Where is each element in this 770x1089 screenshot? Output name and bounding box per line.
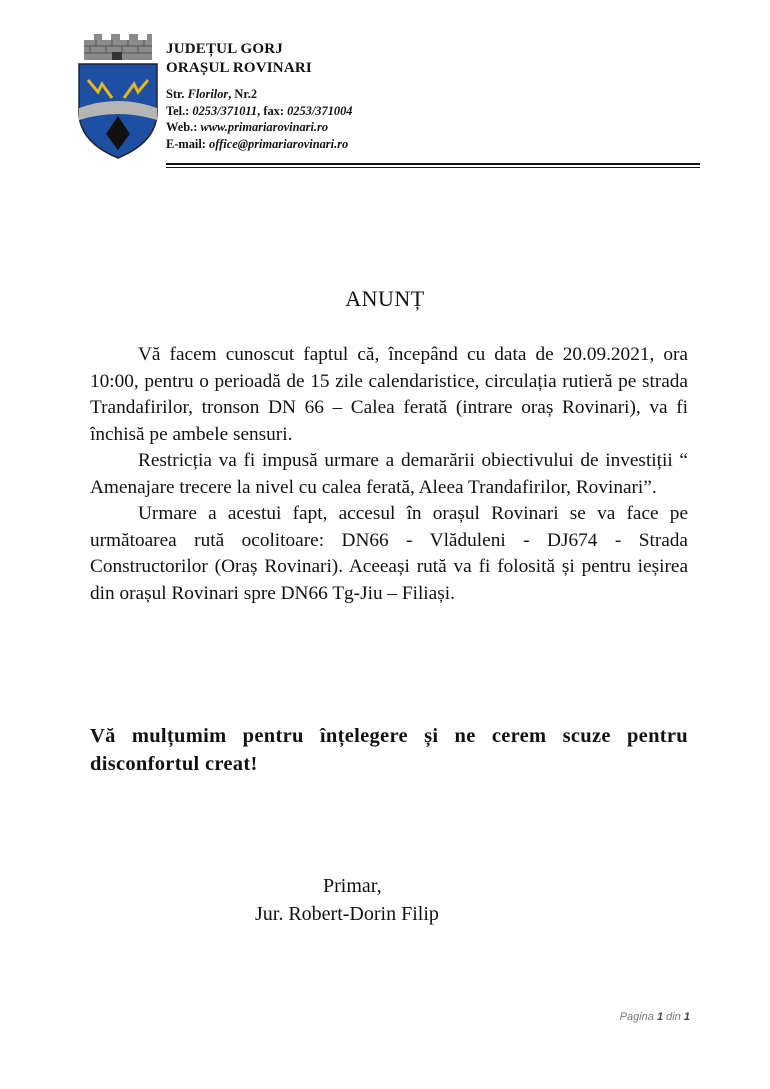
web-line bbox=[166, 119, 352, 136]
fax-value: 0253/371004 bbox=[287, 103, 353, 118]
web-link[interactable]: www.primariarovinari.ro bbox=[200, 120, 329, 135]
address-line bbox=[166, 86, 352, 103]
town-name: ORAȘUL ROVINARI bbox=[166, 60, 312, 76]
fax-label: , fax: bbox=[257, 103, 284, 118]
page-label: Pagina bbox=[619, 1011, 654, 1023]
coat-of-arms-icon bbox=[76, 32, 160, 160]
paragraph-3: Urmare a acestui fapt, accesul în orașul Rovinari se va face pe următoarea rută ocolitoare: DN66 - Vlăduleni - DJ674 - Strada Constructorilor (Oraș Rovinari). Aceeași rută va fi folosită și pentru ieșirea din orașul Rovinari spre DN66 Tg-Jiu – Filiași. bbox=[90, 503, 688, 604]
email-link[interactable]: office@primariarovinari.ro bbox=[209, 136, 349, 151]
county-name: JUDEȚUL GORJ bbox=[166, 41, 284, 57]
closing-statement: Vă mulțumim pentru înțelegere și ne cerem scuze pentru disconfortul creat! bbox=[90, 725, 688, 775]
document-title: ANUNȚ bbox=[345, 286, 425, 311]
signature-title: Primar, bbox=[323, 875, 382, 897]
address-number: , Nr.2 bbox=[228, 87, 258, 101]
paragraph-2: Restricția va fi impusă urmare a demarării obiectivului de investiții “ Amenajare trecere la nivel cu calea ferată, Aleea Trandafirilor, Rovinari”. bbox=[90, 450, 688, 498]
page-indicator bbox=[620, 1011, 690, 1023]
page-separator: din bbox=[666, 1011, 681, 1023]
email-line bbox=[166, 136, 352, 153]
address-label: Str. bbox=[166, 87, 185, 101]
paragraph-1: Vă facem cunoscut faptul că, începând cu data de 20.09.2021, ora 10:00, pentru o perioadă de 15 zile calendaristice, circulația rutieră pe strada Trandafirilor, tronson DN 66 – Calea ferată (intrare oraș Rovinari), va fi închisă pe ambele sensuri. bbox=[90, 344, 688, 445]
email-label: E-mail: bbox=[166, 136, 206, 151]
signature-name: Jur. Robert-Dorin Filip bbox=[255, 903, 439, 925]
header-divider-thin bbox=[166, 167, 700, 168]
header-divider bbox=[166, 163, 700, 165]
letterhead bbox=[76, 32, 700, 172]
signature-block bbox=[255, 872, 439, 928]
tel-label: Tel.: bbox=[166, 103, 190, 118]
announcement-body bbox=[90, 342, 688, 607]
phone-line bbox=[166, 103, 352, 120]
tel-value: 0253/371011 bbox=[192, 103, 258, 118]
address-street: Florilor bbox=[187, 87, 229, 101]
page-total: 1 bbox=[683, 1011, 690, 1023]
page-current: 1 bbox=[656, 1011, 664, 1023]
web-label: Web.: bbox=[166, 120, 198, 135]
